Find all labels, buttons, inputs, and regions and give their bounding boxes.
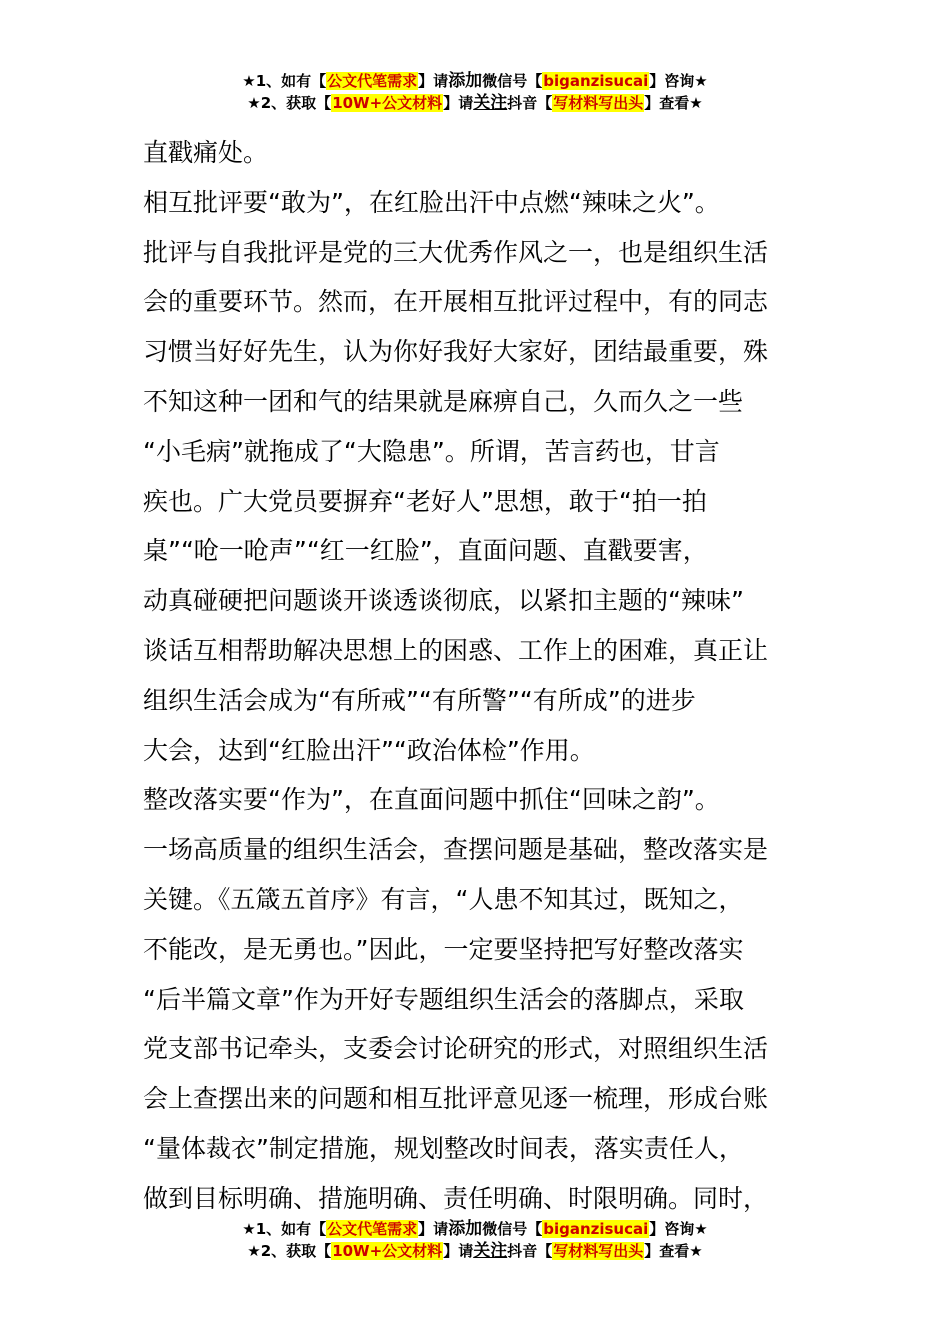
body-line: “量体裁衣”制定措施，规划整改时间表，落实责任人， xyxy=(143,1133,744,1163)
body-line: 不能改，是无勇也。”因此，一定要坚持把写好整改落实 xyxy=(143,934,744,964)
highlight-text: 10W+公文材料 xyxy=(332,94,443,112)
document-body xyxy=(143,128,809,1224)
highlight-text: 写材料写出头 xyxy=(553,94,644,112)
body-line: “小毛病”就拖成了“大隐患”。所谓，苦言药也，甘言 xyxy=(143,436,720,466)
body-line: 做到目标明确、措施明确、责任明确、时限明确。同时， xyxy=(143,1183,769,1213)
highlight-text: biganzisucai xyxy=(543,72,649,90)
highlight-text: 10W+公文材料 xyxy=(332,1242,443,1260)
body-line: 不知这种一团和气的结果就是麻痹自己，久而久之一些 xyxy=(143,386,744,416)
emphasis-text: 添加 xyxy=(448,71,483,91)
banner-text: ★1、如有【 xyxy=(242,72,327,90)
body-line: 一场高质量的组织生活会，查摆问题是基础，整改落实是 xyxy=(143,835,769,865)
highlight-text: 公文代笔需求 xyxy=(327,1220,418,1238)
banner-text: 】请 xyxy=(443,94,474,112)
banner-line-2 xyxy=(0,92,950,114)
body-line: 直戳痛处。 xyxy=(143,138,269,167)
body-line: 会上查摆出来的问题和相互批评意见逐一梳理，形成台账 xyxy=(143,1084,769,1114)
emphasis-text: 添加 xyxy=(448,1219,483,1239)
highlight-text: 写材料写出头 xyxy=(553,1242,644,1260)
body-line: 大会，达到“红脸出汗”“政治体检”作用。 xyxy=(143,735,595,765)
header-banner xyxy=(0,70,950,114)
emphasis-text: 关注 xyxy=(473,1241,508,1261)
body-line: 桌”“呛一呛声”“红一红脸”，直面问题、直戳要害， xyxy=(143,536,708,566)
banner-line-1 xyxy=(0,1218,950,1240)
body-line: 批评与自我批评是党的三大优秀作风之一，也是组织生活 xyxy=(143,237,769,267)
emphasis-text: 关注 xyxy=(473,93,508,113)
body-line: 谈话互相帮助解决思想上的困惑、工作上的困难，真正让 xyxy=(143,635,769,665)
banner-text: 抖音【 xyxy=(507,1242,553,1260)
body-line: 会的重要环节。然而，在开展相互批评过程中，有的同志 xyxy=(143,287,769,317)
banner-text: ★2、获取【 xyxy=(247,1242,332,1260)
banner-text: 】请 xyxy=(418,72,449,90)
body-line: 组织生活会成为“有所戒”“有所警”“有所成”的进步 xyxy=(143,685,696,715)
banner-text: 】请 xyxy=(443,1242,474,1260)
body-line: 动真碰硬把问题谈开谈透谈彻底，以紧扣主题的“辣味” xyxy=(143,586,744,616)
footer-banner xyxy=(0,1218,950,1262)
body-line: 关键。《五箴五首序》有言，“人患不知其过，既知之， xyxy=(143,884,744,914)
banner-text: ★1、如有【 xyxy=(242,1220,327,1238)
banner-text: 抖音【 xyxy=(507,94,553,112)
banner-text: 】查看★ xyxy=(644,1242,703,1260)
body-line: 疾也。广大党员要摒弃“老好人”思想，敢于“拍一拍 xyxy=(143,486,707,516)
body-line: 整改落实要“作为”，在直面问题中抓住“回味之韵”。 xyxy=(143,785,720,815)
banner-text: 】咨询★ xyxy=(649,1220,708,1238)
banner-text: ★2、获取【 xyxy=(247,94,332,112)
body-line: “后半篇文章”作为开好专题组织生活会的落脚点，采取 xyxy=(143,984,744,1014)
banner-line-2 xyxy=(0,1240,950,1262)
banner-text: 微信号【 xyxy=(482,72,543,90)
body-line: 党支部书记牵头，支委会讨论研究的形式，对照组织生活 xyxy=(143,1034,769,1064)
banner-text: 微信号【 xyxy=(482,1220,543,1238)
banner-text: 】请 xyxy=(418,1220,449,1238)
banner-text: 】咨询★ xyxy=(649,72,708,90)
highlight-text: 公文代笔需求 xyxy=(327,72,418,90)
body-line: 相互批评要“敢为”，在红脸出汗中点燃“辣味之火”。 xyxy=(143,187,720,217)
banner-text: 】查看★ xyxy=(644,94,703,112)
banner-line-1 xyxy=(0,70,950,92)
highlight-text: biganzisucai xyxy=(543,1220,649,1238)
body-line: 习惯当好好先生，认为你好我好大家好，团结最重要，殊 xyxy=(143,337,769,367)
